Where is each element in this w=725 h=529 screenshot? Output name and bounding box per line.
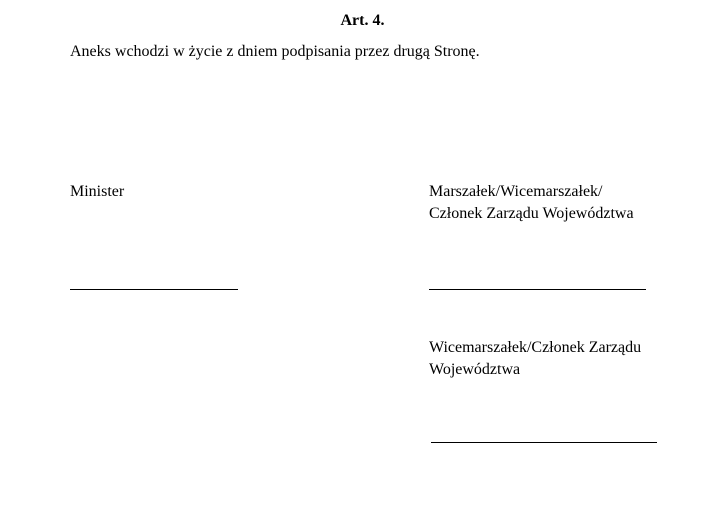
- signatory-vicemarshal-label-line2: Województwa: [429, 361, 521, 378]
- signatory-marshal-label-line1: Marszałek/Wicemarszałek/: [429, 183, 603, 200]
- signature-line-marshal: [429, 289, 646, 290]
- article-body: Aneks wchodzi w życie z dniem podpisania przez drugą Stronę.: [70, 43, 480, 60]
- signatory-marshal-label-line2: Członek Zarządu Województwa: [429, 205, 634, 222]
- signatory-vicemarshal-label-line1: Wicemarszałek/Członek Zarządu: [429, 339, 642, 356]
- article-heading: Art. 4.: [340, 12, 385, 29]
- signature-line-vicemarshal: [431, 442, 657, 443]
- signature-line-minister: [70, 289, 238, 290]
- signatory-minister-label: Minister: [70, 183, 125, 200]
